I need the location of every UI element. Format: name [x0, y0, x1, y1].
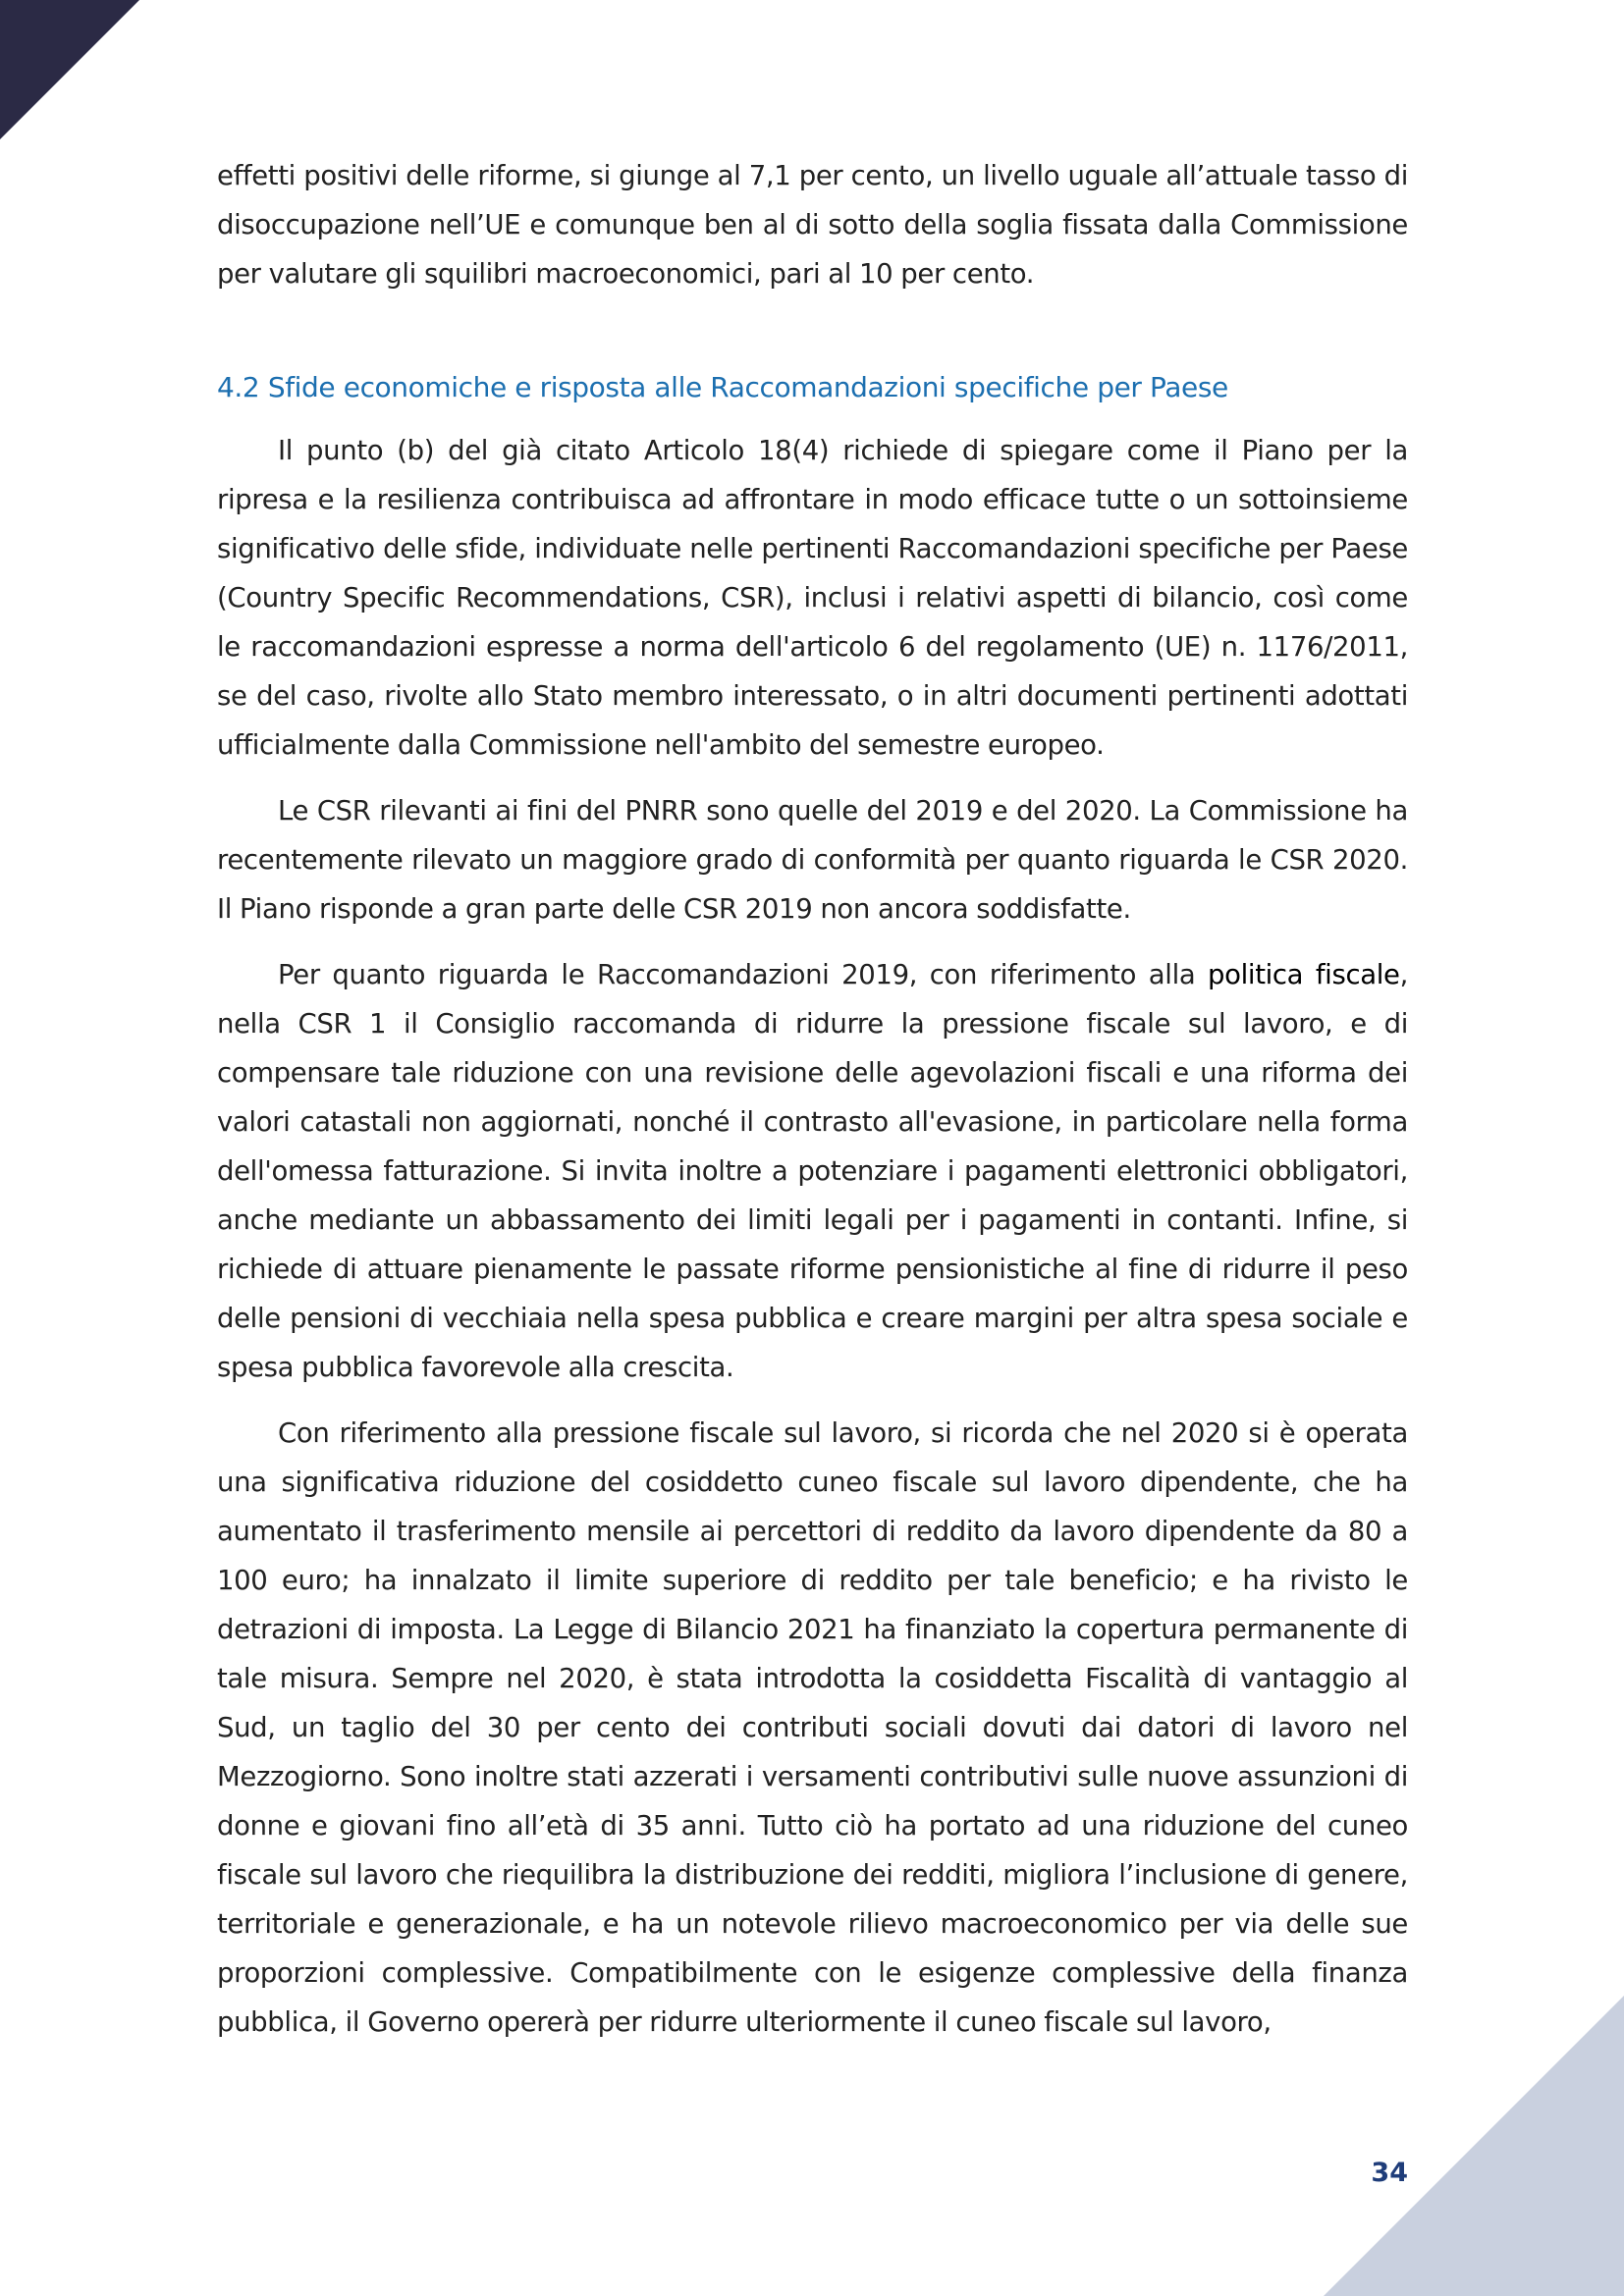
page-body — [217, 151, 1408, 2047]
paragraph-csr-relevance: Le CSR rilevanti ai fini del PNRR sono quelle del 2019 e del 2020. La Commissione ha recentemente rilevato un maggiore grado di conformità per quanto riguarda le CSR 2020. Il Piano risponde a gran parte delle CSR 2019 non ancora soddisfatte. — [217, 795, 1408, 925]
paragraph-fiscal-policy-rest: , nella CSR 1 il Consiglio raccomanda di ridurre la pressione fiscale sul lavoro, e di compensare tale riduzione con una revisione delle agevolazioni fiscali e una riforma dei valori catastali non aggiornati, nonché il contrasto all'evasione, in particolare nella forma dell'omessa fatturazione. Si invita inoltre a potenziare i pagamenti elettronici obbligatori, anche mediante un abbassamento dei limiti legali per i pagamenti in contanti. Infine, si richiede di attuare pienamente le passate riforme pensionistiche al fine di ridurre il peso delle pensioni di vecchiaia nella spesa pubblica e creare margini per altra spesa sociale e spesa pubblica favorevole alla crescita. — [217, 959, 1408, 1383]
corner-decoration-top-left — [0, 0, 139, 139]
emphasis-politica-fiscale: politica fiscale — [1208, 959, 1400, 990]
section-heading: 4.2 Sfide economiche e risposta alle Raccomandazioni specifiche per Paese — [217, 371, 1228, 403]
paragraph-tax-wedge: Con riferimento alla pressione fiscale sul lavoro, si ricorda che nel 2020 si è operata una significativa riduzione del cosiddetto cuneo fiscale sul lavoro dipendente, che ha aumentato il trasferimento mensile ai percettori di reddito da lavoro dipendente da 80 a 100 euro; ha innalzato il limite superiore di reddito per tale beneficio; e ha rivisto le detrazioni di imposta. La Legge di Bilancio 2021 ha finanziato la copertura permanente di tale misura. Sempre nel 2020, è stata introdotta la cosiddetta Fiscalità di vantaggio al Sud, un taglio del 30 per cento dei contributi sociali dovuti dai datori di lavoro nel Mezzogiorno. Sono inoltre stati azzerati i versamenti contributivi sulle nuove assunzioni di donne e giovani fino all’età di 35 anni. Tutto ciò ha portato ad una riduzione del cuneo fiscale sul lavoro che riequilibra la distribuzione dei redditi, migliora l’inclusione di genere, territoriale e generazionale, e ha un notevole rilievo macroeconomico per via delle sue proporzioni complessive. Compatibilmente con le esigenze complessive della finanza pubblica, il Governo opererà per ridurre ulteriormente il cuneo fiscale sul lavoro, — [217, 1417, 1408, 2038]
paragraph-article-18: Il punto (b) del già citato Articolo 18(4) richiede di spiegare come il Piano per la ripresa e la resilienza contribuisca ad affrontare in modo efficace tutte o un sottoinsieme significativo delle sfide, individuate nelle pertinenti Raccomandazioni specifiche per Paese (Country Specific Recommendations, CSR), inclusi i relativi aspetti di bilancio, così come le raccomandazioni espresse a norma dell'articolo 6 del regolamento (UE) n. 1176/2011, se del caso, rivolte allo Stato membro interessato, o in altri documenti pertinenti adottati ufficialmente dalla Commissione nell'ambito del semestre europeo. — [217, 435, 1408, 761]
paragraph-fiscal-policy-start: Per quanto riguarda le Raccomandazioni 2019, con riferimento alla — [278, 959, 1209, 990]
paragraph-fiscal-policy — [217, 950, 1408, 1392]
page-number: 34 — [1371, 2158, 1408, 2188]
intro-paragraph: effetti positivi delle riforme, si giunge al 7,1 per cento, un livello uguale all’attuale tasso di disoccupazione nell’UE e comunque ben al di sotto della soglia fissata dalla Commissione per valutare gli squilibri macroeconomici, pari al 10 per cento. — [217, 160, 1408, 290]
